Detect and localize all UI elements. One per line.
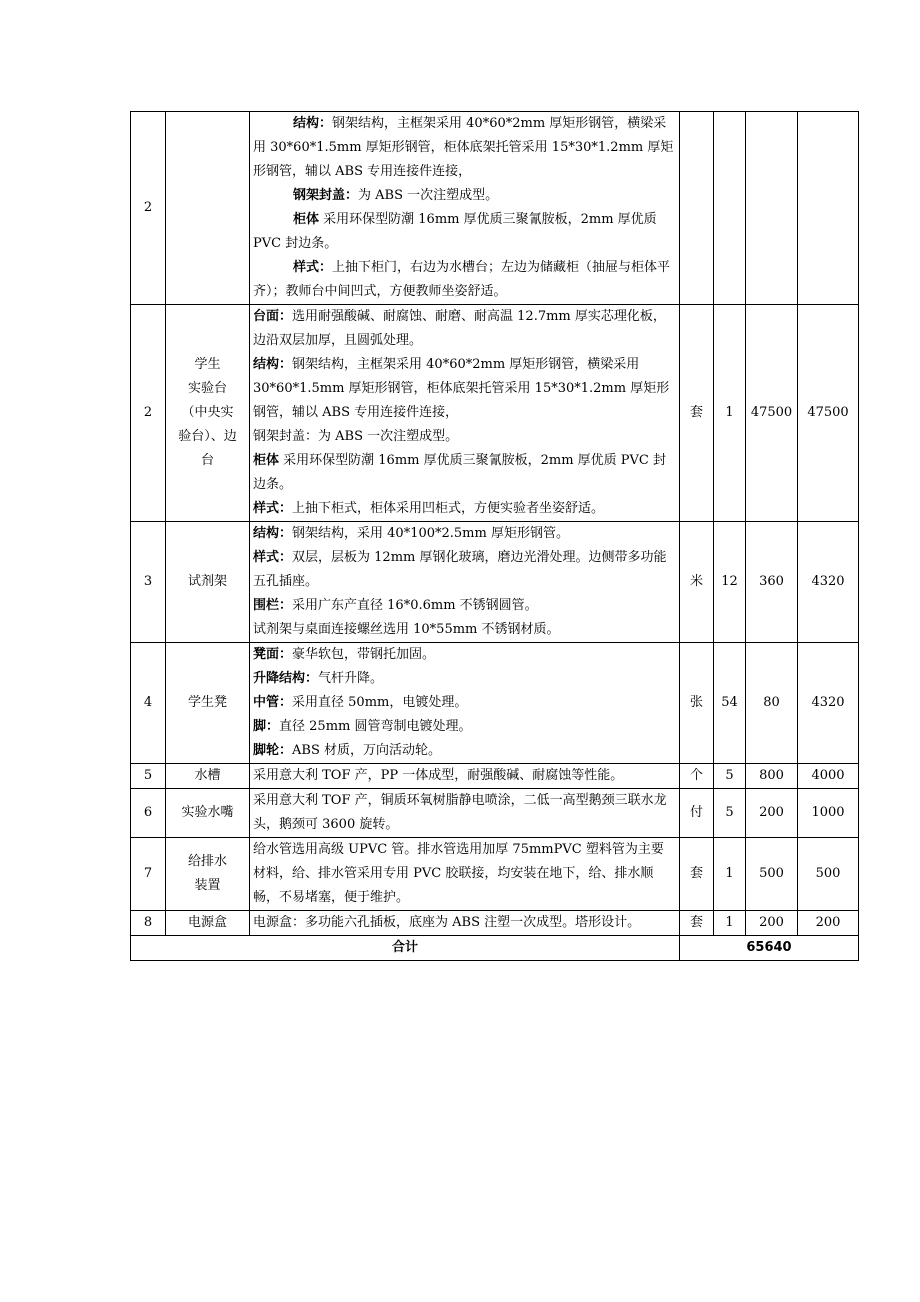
item-description: [250, 838, 680, 911]
item-name-line: 实验水嘴: [181, 805, 234, 820]
amount: 4320: [798, 643, 859, 764]
description-text: 钢架结构，主框架采用 40*60*2mm 厚矩形钢管，横梁采用 30*60*1.5mm 厚矩形钢管，柜体底架托管采用 15*30*1.2mm 厚矩形钢管，辅以 ABS 专用连接件连接，: [253, 116, 674, 179]
item-name-line: 给排水: [187, 854, 227, 869]
description-line: [253, 546, 676, 594]
description-text: 采用广东产直径 16*0.6mm 不锈钢圆管。: [292, 598, 538, 613]
description-line: [253, 425, 676, 449]
item-description: [250, 789, 680, 838]
description-label: 脚轮：: [253, 743, 293, 758]
unit: 张: [680, 643, 714, 764]
table-row: [131, 911, 859, 936]
row-number: 2: [131, 112, 166, 305]
description-line: [253, 691, 676, 715]
amount: 500: [798, 838, 859, 911]
description-text: 上抽下柜门，右边为水槽台；左边为储藏柜（抽屉与柜体平齐）；教师台中间凹式，方便教师坐姿舒适。: [253, 260, 671, 299]
item-name: [166, 643, 250, 764]
description-text: 采用环保型防潮 16mm 厚优质三聚氰胺板，2mm 厚优质 PVC 封边条。: [253, 453, 667, 492]
description-label: 台面：: [253, 309, 293, 324]
description-line: [253, 715, 676, 739]
description-label: 柜体: [293, 212, 320, 227]
row-number: 5: [131, 764, 166, 789]
description-line: [253, 789, 676, 837]
unit: 套: [680, 305, 714, 522]
item-name: [166, 838, 250, 911]
row-number: 3: [131, 522, 166, 643]
item-description: [250, 911, 680, 936]
description-line: [253, 594, 676, 618]
item-name: [166, 789, 250, 838]
description-label: 样式：: [293, 260, 333, 275]
description-line: [253, 667, 676, 691]
table-row: [131, 522, 859, 643]
amount: [798, 112, 859, 305]
description-label: 结构：: [293, 116, 333, 131]
description-line: [253, 449, 676, 497]
description-label: 围栏：: [253, 598, 293, 613]
description-text: 钢架结构，主框架采用 40*60*2mm 厚矩形钢管，横梁采用 30*60*1.5mm 厚矩形钢管，柜体底架托管采用 15*30*1.2mm 厚矩形钢管，辅以 ABS 专用连接件连接，: [253, 357, 670, 420]
description-text: 双层，层板为 12mm 厚钢化玻璃，磨边光滑处理。边侧带多功能五孔插座。: [253, 550, 667, 589]
description-line: [253, 618, 676, 642]
description-text: 上抽下柜式，柜体采用凹柜式，方便实验者坐姿舒适。: [292, 501, 605, 516]
table-row: [131, 305, 859, 522]
item-name-line: 学生凳: [187, 695, 227, 710]
total-label: 合计: [131, 936, 680, 961]
description-label: 凳面：: [253, 647, 293, 662]
item-name: [166, 112, 250, 305]
item-name: [166, 911, 250, 936]
description-line: [253, 305, 676, 353]
unit-price: 200: [746, 789, 798, 838]
item-name-line: 试剂架: [187, 574, 227, 589]
row-number: 6: [131, 789, 166, 838]
quantity: 12: [714, 522, 746, 643]
item-name: [166, 764, 250, 789]
amount: 4320: [798, 522, 859, 643]
unit-price: 47500: [746, 305, 798, 522]
unit-price: 360: [746, 522, 798, 643]
description-text: 为 ABS 一次注塑成型。: [358, 188, 499, 203]
quantity: 5: [714, 764, 746, 789]
description-line: [253, 112, 676, 184]
unit-price: 800: [746, 764, 798, 789]
description-line: [253, 522, 676, 546]
table-row: [131, 789, 859, 838]
description-label: 结构：: [253, 526, 293, 541]
unit-price: 200: [746, 911, 798, 936]
description-text: 选用耐强酸碱、耐腐蚀、耐磨、耐高温 12.7mm 厚实芯理化板，边沿双层加厚，且圆弧处理。: [253, 309, 666, 348]
item-description: [250, 112, 680, 305]
amount: 200: [798, 911, 859, 936]
description-line: [253, 643, 676, 667]
table-row: [131, 838, 859, 911]
quantity: [714, 112, 746, 305]
description-text: 直径 25mm 圆管弯制电镀处理。: [279, 719, 472, 734]
description-text: 给水管选用高级 UPVC 管。排水管选用加厚 75mmPVC 塑料管为主要材料，给、排水管采用专用 PVC 胶联接，均安装在地下，给、排水顺畅，不易堵塞，便于维护。: [253, 842, 664, 905]
description-text: 采用直径 50mm，电镀处理。: [292, 695, 468, 710]
description-label: 脚：: [253, 719, 280, 734]
description-label: 升降结构：: [253, 671, 319, 686]
table-row: [131, 764, 859, 789]
unit: 个: [680, 764, 714, 789]
item-name-line: 装置: [194, 878, 221, 893]
item-name-line: 水槽: [194, 768, 221, 783]
item-description: [250, 643, 680, 764]
item-description: [250, 522, 680, 643]
description-line: [253, 764, 676, 788]
quantity: 1: [714, 305, 746, 522]
description-line: [253, 739, 676, 763]
description-text: 采用环保型防潮 16mm 厚优质三聚氰胺板，2mm 厚优质 PVC 封边条。: [253, 212, 657, 251]
quantity: 1: [714, 838, 746, 911]
item-name-line: 实验台: [187, 381, 227, 396]
unit-price: 80: [746, 643, 798, 764]
unit: 套: [680, 838, 714, 911]
description-line: [253, 208, 676, 256]
equipment-spec-table: [130, 111, 859, 961]
item-name-line: 学生: [194, 357, 221, 372]
total-value: 65640: [680, 936, 859, 961]
description-line: [253, 497, 676, 521]
unit: 付: [680, 789, 714, 838]
description-text: 试剂架与桌面连接螺丝选用 10*55mm 不锈钢材质。: [253, 622, 560, 637]
table-body: [131, 112, 859, 936]
description-line: [253, 184, 676, 208]
item-name: [166, 522, 250, 643]
description-line: [253, 838, 676, 910]
total-row: [131, 936, 859, 961]
unit-price: 500: [746, 838, 798, 911]
description-text: 钢架结构，采用 40*100*2.5mm 厚矩形钢管。: [292, 526, 569, 541]
item-name: [166, 305, 250, 522]
description-label: 中管：: [253, 695, 293, 710]
description-text: ABS 材质，万向活动轮。: [292, 743, 441, 758]
quantity: 54: [714, 643, 746, 764]
quantity: 5: [714, 789, 746, 838]
table-row: [131, 112, 859, 305]
description-label: 钢架封盖：: [293, 188, 359, 203]
description-text: 采用意大利 TOF 产，铜质环氧树脂静电喷涂，二低一高型鹅颈三联水龙头，鹅颈可 3600 旋转。: [253, 793, 667, 832]
description-line: [253, 256, 676, 304]
description-line: [253, 911, 676, 935]
description-line: [253, 353, 676, 425]
unit: 米: [680, 522, 714, 643]
quantity: 1: [714, 911, 746, 936]
description-label: 样式：: [253, 501, 293, 516]
description-text: 钢架封盖：为 ABS 一次注塑成型。: [253, 429, 459, 444]
amount: 47500: [798, 305, 859, 522]
description-text: 气杆升降。: [318, 671, 384, 686]
row-number: 8: [131, 911, 166, 936]
table-row: [131, 643, 859, 764]
unit: 套: [680, 911, 714, 936]
amount: 1000: [798, 789, 859, 838]
row-number: 2: [131, 305, 166, 522]
item-description: [250, 764, 680, 789]
item-name-line: （中央实: [181, 405, 234, 420]
unit: [680, 112, 714, 305]
row-number: 7: [131, 838, 166, 911]
unit-price: [746, 112, 798, 305]
description-label: 样式：: [253, 550, 293, 565]
description-text: 电源盒：多功能六孔插板，底座为 ABS 注塑一次成型。塔形设计。: [253, 915, 641, 930]
description-label: 结构：: [253, 357, 293, 372]
description-label: 柜体: [253, 453, 280, 468]
description-text: 采用意大利 TOF 产，PP 一体成型，耐强酸碱、耐腐蚀等性能。: [253, 768, 624, 783]
item-name-line: 验台）、边: [178, 429, 237, 444]
item-description: [250, 305, 680, 522]
row-number: 4: [131, 643, 166, 764]
item-name-line: 电源盒: [187, 915, 227, 930]
description-text: 豪华软包，带钢托加固。: [292, 647, 436, 662]
amount: 4000: [798, 764, 859, 789]
item-name-line: 台: [200, 453, 214, 468]
